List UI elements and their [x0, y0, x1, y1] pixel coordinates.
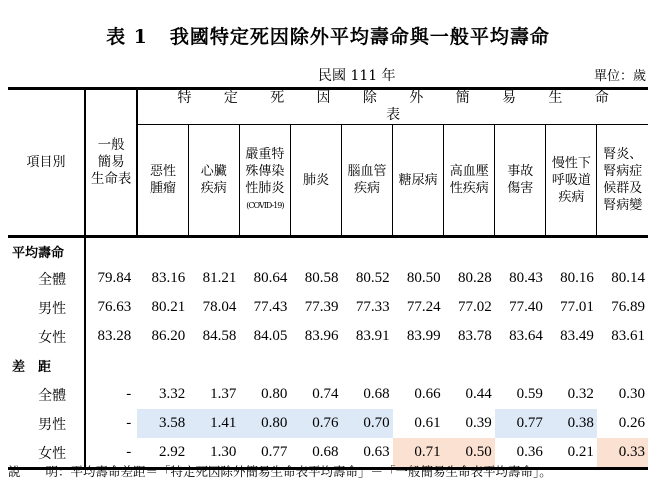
header-item: 項目別 — [8, 89, 85, 237]
header-span-char: 除 — [362, 90, 377, 106]
row-label: 男性 — [38, 416, 67, 433]
value-cell: 83.49 — [560, 328, 594, 344]
value-cell: 81.21 — [202, 270, 237, 286]
header-cause-line: 腎病變 — [603, 198, 643, 213]
value-cell: 77.39 — [304, 299, 339, 315]
header-span-char: 命 — [594, 90, 609, 106]
value-cell: 76.89 — [611, 299, 645, 315]
header-cause — [188, 125, 239, 237]
value-cell: 83.64 — [509, 328, 543, 344]
value-cell: 80.58 — [304, 270, 339, 286]
header-cause-line: 疾病 — [354, 181, 381, 196]
table-row — [8, 293, 648, 322]
header-span-char: 死 — [270, 90, 285, 106]
table-row — [8, 409, 648, 438]
value-cell: 0.61 — [414, 415, 441, 431]
section-empty — [137, 237, 648, 265]
value-cell: 80.21 — [151, 299, 186, 315]
header-cause-line: 性疾病 — [449, 181, 489, 196]
value-cell: 0.80 — [261, 386, 288, 402]
header-cause — [546, 125, 597, 237]
section-label: 差 距 — [12, 360, 52, 375]
value-cell: 1.37 — [210, 386, 237, 402]
value-cell: 77.43 — [253, 299, 288, 315]
value-cell: 83.16 — [151, 270, 186, 286]
value-cell: 0.77 — [495, 409, 546, 438]
header-general-line: 生命表 — [90, 171, 132, 187]
header-cause-line: 嚴重特 — [245, 147, 285, 162]
value-cell: 3.32 — [159, 386, 186, 402]
year-label: 民國 111 年 — [318, 68, 396, 84]
footnote: 說 明：平均壽命差距＝「特定死因除外簡易生命表平均壽命」－「一般簡易生命表平均壽命」。 — [8, 464, 552, 479]
value-cell: 80.64 — [253, 270, 288, 286]
value-cell: 0.76 — [290, 409, 341, 438]
header-cause — [444, 125, 495, 237]
header-cause-line: 心臟 — [200, 164, 227, 179]
value-cell: 78.04 — [202, 299, 237, 315]
header-cause-line: 腫瘤 — [149, 181, 176, 196]
value-cell: 77.24 — [406, 299, 441, 315]
header-span-char: 定 — [223, 90, 238, 106]
header-cause-line: 肺炎 — [302, 172, 329, 188]
value-cell: 0.39 — [465, 415, 492, 431]
header-cause-line: 糖尿病 — [398, 172, 438, 188]
value-cell: 77.40 — [509, 299, 543, 315]
value-cell: 0.74 — [312, 386, 339, 402]
value-cell: 80.43 — [509, 270, 543, 286]
value-cell: 80.50 — [406, 270, 441, 286]
header-cause-line: 慢性下 — [551, 155, 591, 171]
general-value: 79.84 — [85, 264, 137, 293]
value-cell: 0.70 — [342, 409, 393, 438]
section-empty — [137, 351, 648, 380]
header-cause-line: 性肺炎 — [245, 181, 285, 196]
header-span-char: 外 — [409, 90, 424, 106]
value-cell: 0.68 — [290, 438, 341, 469]
general-value: - — [85, 409, 137, 438]
general-value: - — [85, 380, 137, 409]
value-cell: 0.66 — [414, 386, 441, 402]
value-cell: 77.02 — [457, 299, 492, 315]
value-cell: 0.68 — [363, 386, 390, 402]
value-cell: 0.80 — [239, 409, 290, 438]
general-value: 83.28 — [85, 322, 137, 351]
table-row — [8, 380, 648, 409]
value-cell: 0.63 — [342, 438, 393, 469]
value-cell: 83.61 — [611, 328, 645, 344]
value-cell: 0.50 — [444, 438, 495, 469]
life-expectancy-table — [8, 87, 648, 470]
value-cell: 0.71 — [393, 438, 444, 469]
table-title-text: 我國特定死因除外平均壽命與一般平均壽命 — [169, 26, 550, 48]
value-cell: 86.20 — [151, 328, 186, 344]
section-general-cell — [85, 237, 137, 265]
value-cell: 84.05 — [253, 328, 288, 344]
header-cause-line: 疾病 — [200, 181, 227, 196]
header-general — [85, 89, 137, 237]
value-cell: 77.01 — [560, 299, 594, 315]
table-row — [8, 322, 648, 351]
header-cause-line: 腎病症 — [603, 164, 643, 179]
section-row — [8, 237, 648, 265]
section-label: 平均壽命 — [12, 245, 65, 261]
value-cell: 0.30 — [618, 386, 645, 402]
header-cause-line: 殊傳染 — [245, 164, 285, 179]
general-value: - — [85, 438, 137, 469]
value-cell: 0.26 — [618, 415, 645, 431]
value-cell: 83.78 — [457, 328, 492, 344]
unit-label: 單位：歲 — [593, 69, 646, 84]
header-cause-line: 傷害 — [507, 181, 534, 196]
header-cause — [137, 125, 188, 237]
header-cause-line: 疾病 — [558, 189, 585, 205]
value-cell: 0.36 — [495, 438, 546, 469]
header-cause-line: 呼吸道 — [551, 172, 591, 188]
value-cell: 0.38 — [546, 409, 597, 438]
value-cell: 0.44 — [465, 386, 492, 402]
value-cell: 0.59 — [516, 386, 543, 402]
header-cause — [290, 125, 341, 237]
header-general-line: 簡易 — [97, 154, 125, 170]
header-cause-note: (COVID-19) — [246, 201, 284, 210]
value-cell: 3.58 — [137, 409, 188, 438]
header-span — [137, 89, 648, 125]
header-cause-line: 事故 — [507, 164, 534, 179]
header-cause — [597, 125, 648, 237]
value-cell: 0.33 — [597, 438, 648, 469]
value-cell: 1.30 — [188, 438, 239, 469]
value-cell: 80.28 — [457, 270, 492, 286]
table-title — [0, 22, 656, 49]
section-row — [8, 351, 648, 380]
row-label: 女性 — [8, 438, 85, 469]
value-cell: 0.77 — [239, 438, 290, 469]
value-cell: 83.91 — [355, 328, 390, 344]
row-label: 全體 — [38, 387, 67, 404]
general-value: 76.63 — [85, 293, 137, 322]
header-span-char: 生 — [548, 90, 563, 106]
header-cause — [342, 125, 393, 237]
header-span-char: 特 — [177, 90, 192, 106]
row-label: 男性 — [38, 300, 67, 317]
header-span-char: 表 — [386, 107, 401, 123]
header-span-char: 簡 — [455, 90, 470, 106]
header-cause — [393, 125, 444, 237]
value-cell: 1.41 — [188, 409, 239, 438]
value-cell: 2.92 — [137, 438, 188, 469]
value-cell: 83.99 — [406, 328, 441, 344]
value-cell: 0.21 — [546, 438, 597, 469]
value-cell: 83.96 — [304, 328, 339, 344]
row-label: 女性 — [38, 329, 67, 346]
header-cause-line: 候群及 — [603, 181, 643, 196]
header-span-char: 易 — [501, 90, 516, 106]
header-span-char: 因 — [316, 90, 331, 106]
row-label: 全體 — [38, 271, 67, 288]
value-cell: 84.58 — [202, 328, 237, 344]
value-cell: 80.14 — [611, 270, 645, 286]
table-row — [8, 264, 648, 293]
section-general-cell — [85, 351, 137, 380]
table-number: 表 1 — [106, 26, 148, 48]
header-general-line: 一般 — [97, 137, 125, 153]
value-cell: 0.32 — [567, 386, 594, 402]
header-cause-line: 腦血管 — [347, 164, 387, 179]
header-cause-line: 惡性 — [149, 164, 176, 179]
header-cause — [495, 125, 546, 237]
value-cell: 80.16 — [560, 270, 594, 286]
value-cell: 77.33 — [355, 299, 390, 315]
header-cause-line: 高血壓 — [449, 164, 489, 179]
header-cause — [239, 125, 290, 237]
value-cell: 80.52 — [355, 270, 390, 286]
header-cause-line: 腎炎、 — [603, 147, 643, 162]
